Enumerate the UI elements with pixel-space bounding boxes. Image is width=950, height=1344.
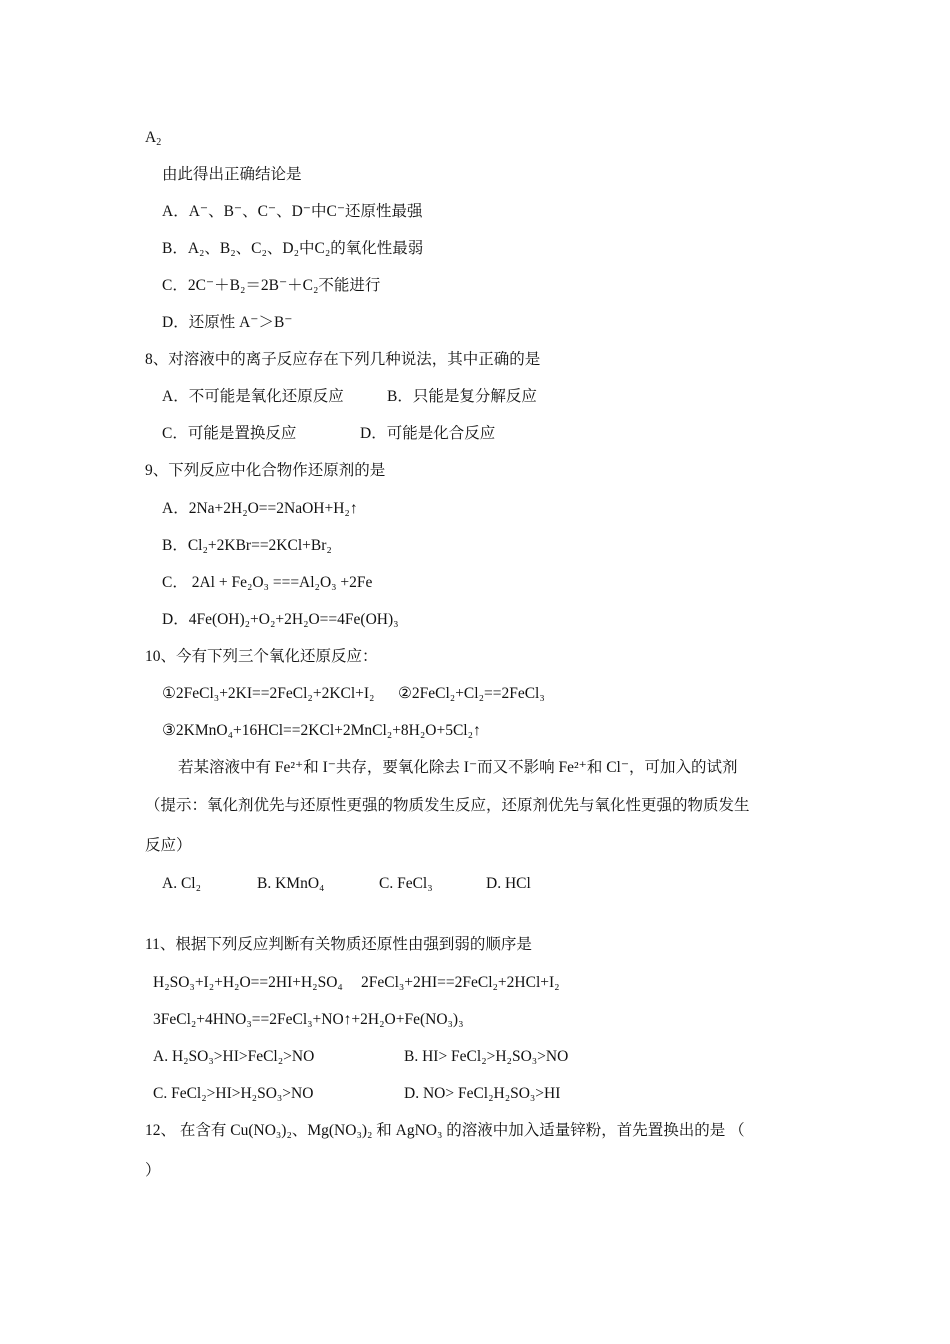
q10-option-d: D. HCl (486, 875, 531, 892)
q10-reaction-1: ①2FeCl₃+2KI==2FeCl₂+2KCl+I₂ (162, 685, 375, 702)
q10-reaction-3: ③2KMnO₄+16HCl==2KCl+2MnCl₂+8H₂O+5Cl₂↑ (162, 722, 481, 739)
q8-option-b: B．只能是复分解反应 (387, 388, 537, 405)
q9-option-b: B．Cl₂+2KBr==2KCl+Br₂ (162, 537, 332, 554)
q9-option-d: D．4Fe(OH)₂+O₂+2H₂O==4Fe(OH)₃ (162, 611, 399, 628)
q12-stem: 12、 在含有 Cu(NO₃)₂、Mg(NO₃)₂ 和 AgNO₃ 的溶液中加入适量锌粉，首先置换出的是 （ (145, 1122, 745, 1139)
q7-fragment: $A_2$ (145, 129, 162, 148)
q9-option-a: A．2Na+2H₂O==2NaOH+H₂↑ (162, 500, 358, 517)
q11-reaction-2: 2FeCl₃+2HI==2FeCl₂+2HCl+I₂ (361, 974, 560, 991)
q10-option-b: B. KMnO₄ (257, 875, 325, 892)
q8-option-c: C．可能是置换反应 (162, 425, 297, 442)
q8-stem: 8、对溶液中的离子反应存在下列几种说法，其中正确的是 (145, 351, 541, 368)
q7-option-b: B．A₂、B₂、C₂、D₂中C₂的氧化性最弱 (162, 240, 424, 257)
q12-close-paren: ） (145, 1162, 161, 1179)
q11-option-b: B. HI> FeCl₂>H₂SO₃>NO (404, 1048, 569, 1065)
q8-option-a: A．不可能是氧化还原反应 (162, 388, 344, 405)
q10-reaction-2: ②2FeCl₂+Cl₂==2FeCl₃ (398, 685, 545, 702)
q7-option-a: A．A⁻、B⁻、C⁻、D⁻中C⁻还原性最强 (162, 203, 423, 220)
q10-option-a: A. Cl₂ (162, 875, 201, 892)
q7-option-c: C．2C⁻＋B₂＝2B⁻＋C₂不能进行 (162, 277, 381, 294)
q10-option-c: C. FeCl₃ (379, 875, 433, 892)
q9-option-c: C． 2Al + Fe₂O₃ ===Al₂O₃ +2Fe (162, 574, 373, 591)
q7-conclusion: 由此得出正确结论是 (162, 166, 302, 183)
q10-hint-line-1: （提示：氧化剂优先与还原性更强的物质发生反应，还原剂优先与氧化性更强的物质发生 (145, 797, 750, 814)
q11-reaction-1: H₂SO₃+I₂+H₂O==2HI+H₂SO₄ (153, 974, 343, 991)
q11-option-d: D. NO> FeCl₂H₂SO₃>HI (404, 1085, 561, 1102)
q10-stem: 10、今有下列三个氧化还原反应： (145, 648, 378, 665)
q11-stem: 11、根据下列反应判断有关物质还原性由强到弱的顺序是 (145, 936, 532, 953)
q8-option-d: D．可能是化合反应 (360, 425, 496, 442)
q11-reaction-3: 3FeCl₂+4HNO₃==2FeCl₃+NO↑+2H₂O+Fe(NO₃)₃ (153, 1011, 464, 1028)
q11-option-a: A. H₂SO₃>HI>FeCl₂>NO (153, 1048, 315, 1065)
q9-stem: 9、下列反应中化合物作还原剂的是 (145, 462, 386, 479)
q7-option-d: D．还原性 A⁻＞B⁻ (162, 314, 293, 331)
q10-hint-line-2: 反应） (145, 837, 192, 854)
q10-question: 若某溶液中有 Fe²⁺和 I⁻共存，要氧化除去 I⁻而又不影响 Fe²⁺和 Cl⁻，可加入的试剂 (178, 759, 738, 776)
q11-option-c: C. FeCl₂>HI>H₂SO₃>NO (153, 1085, 314, 1102)
